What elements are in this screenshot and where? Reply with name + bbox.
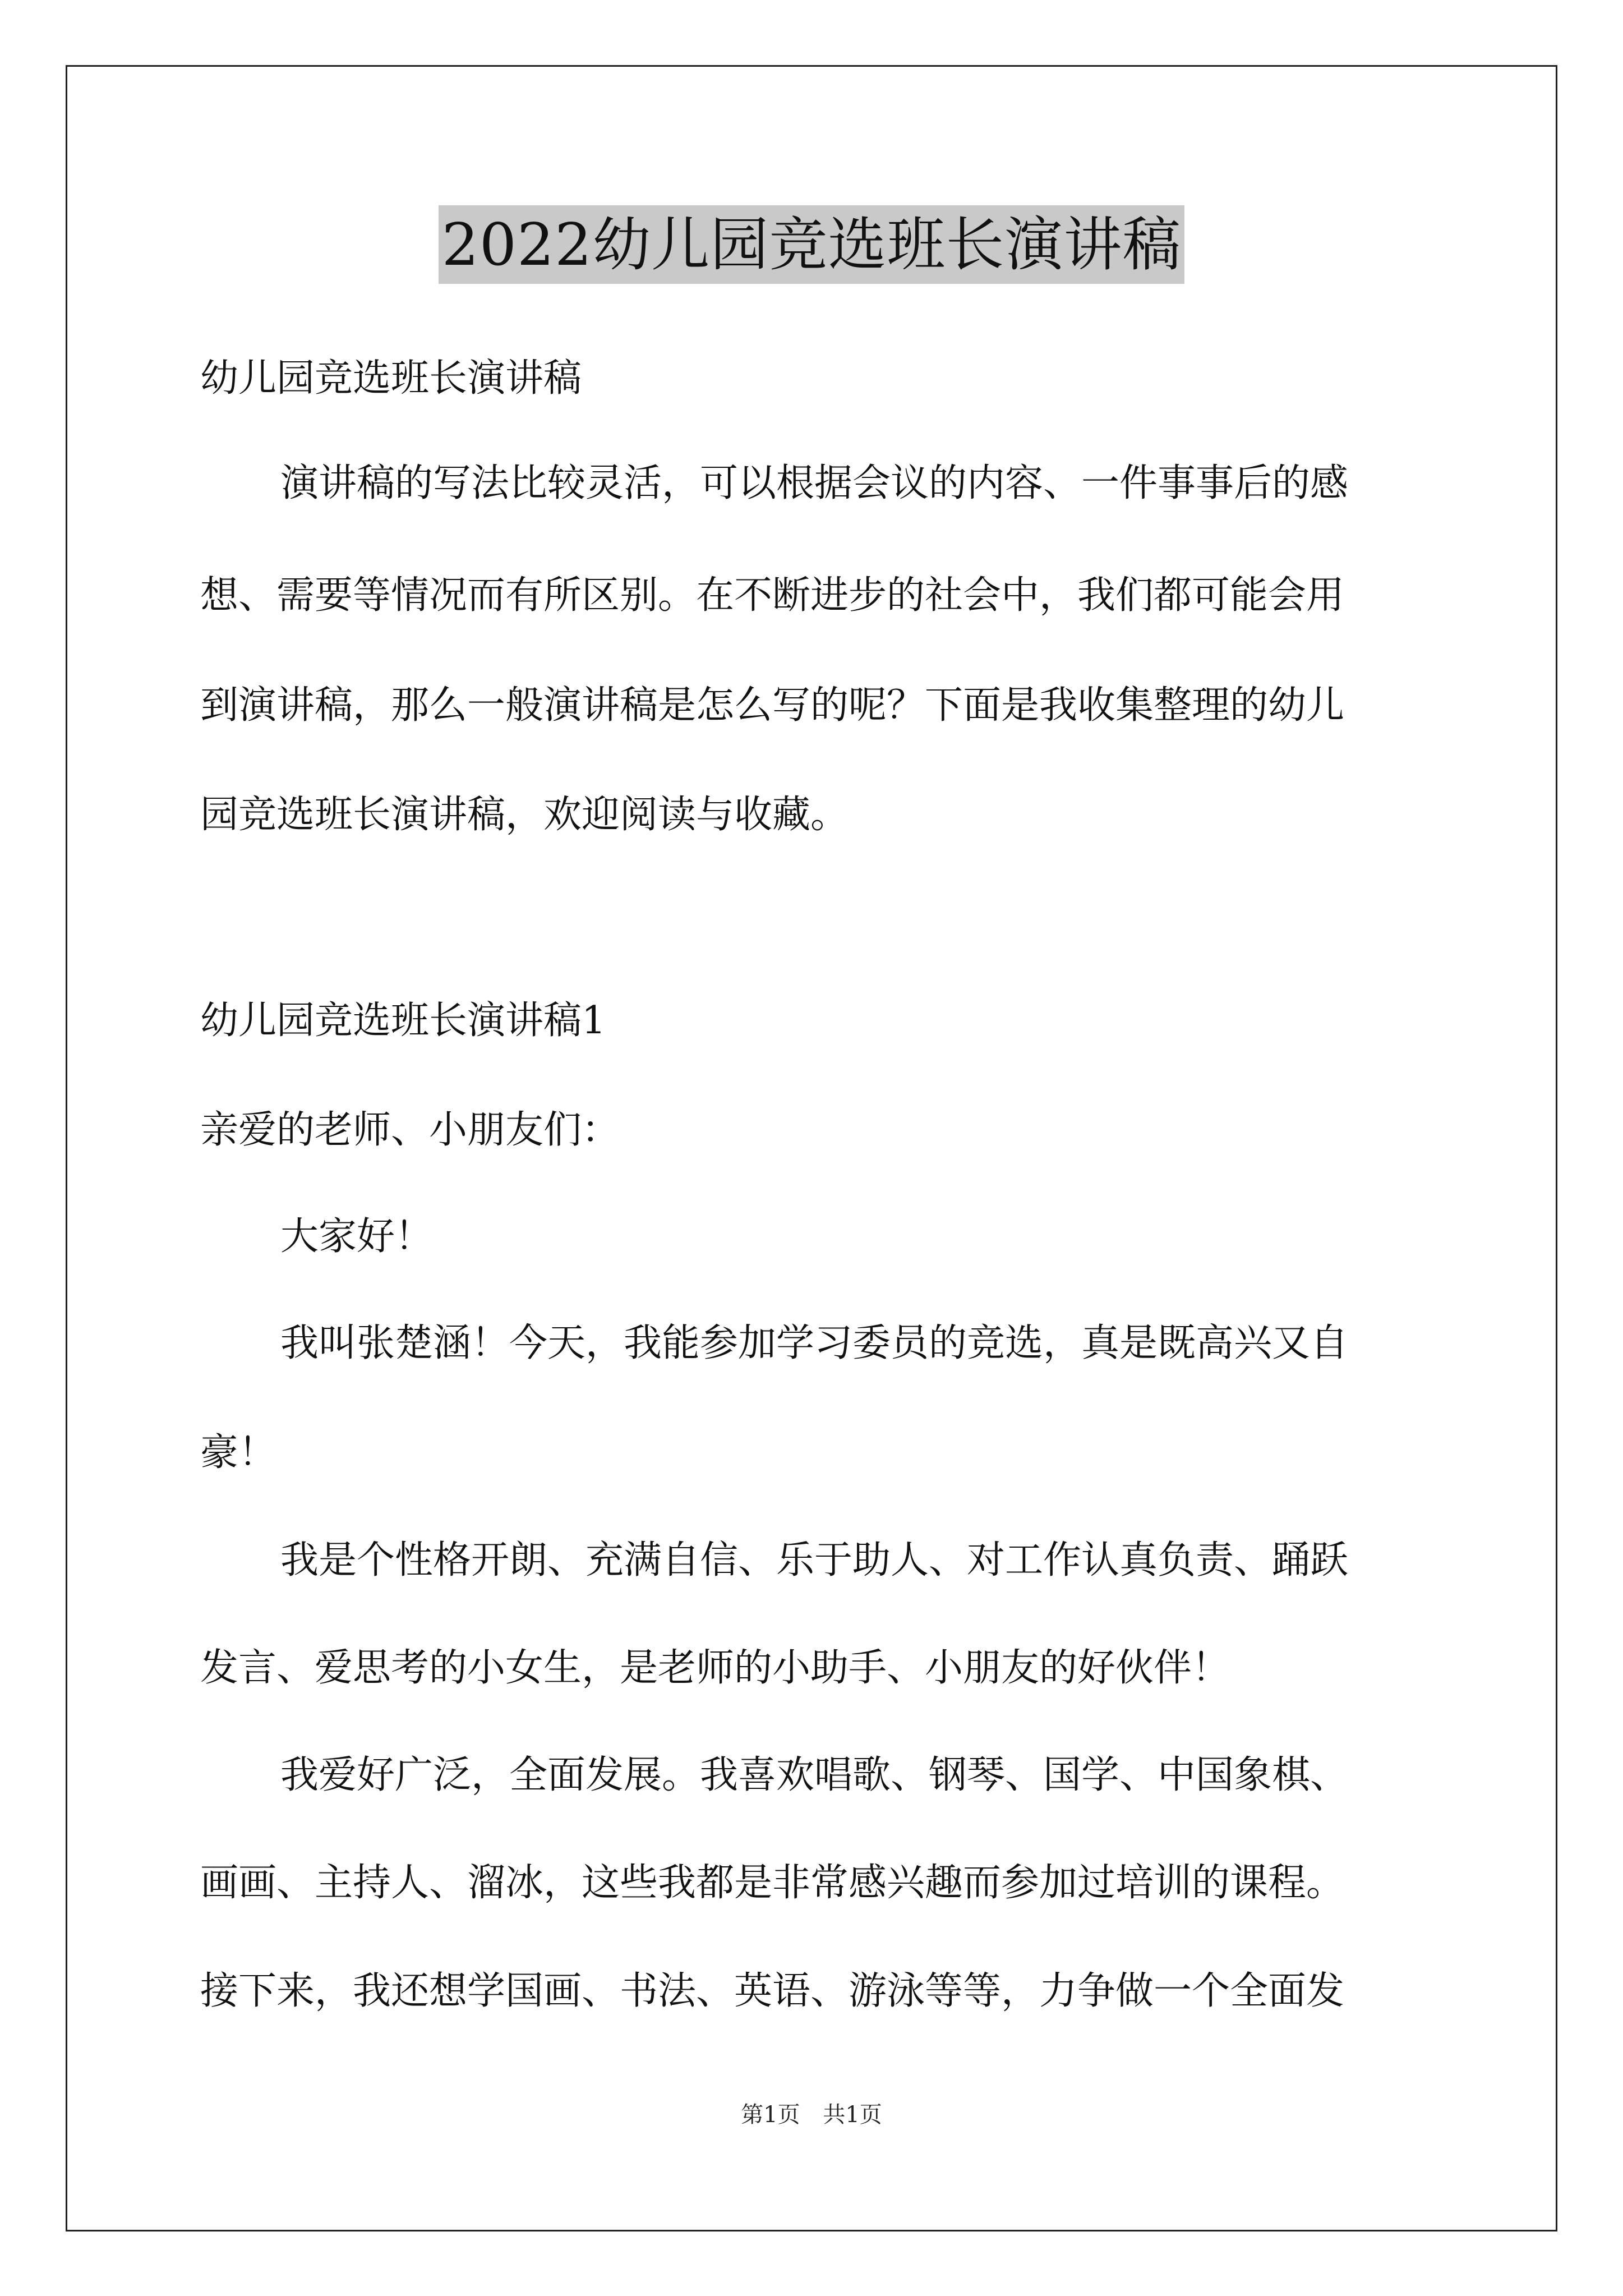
- title-container: [0, 205, 1623, 284]
- section-heading: 幼儿园竞选班长演讲稿1: [200, 999, 606, 1043]
- paragraph-line: 豪！: [200, 1430, 277, 1475]
- document-title: 2022幼儿园竞选班长演讲稿: [439, 205, 1185, 284]
- paragraph-line: 想、需要等情况而有所区别。在不断进步的社会中，我们都可能会用: [200, 573, 1345, 618]
- paragraph-line: 演讲稿的写法比较灵活，可以根据会议的内容、一件事事后的感: [280, 461, 1349, 505]
- page-number: 第1页: [741, 2102, 800, 2128]
- paragraph-line: 画画、主持人、溜冰，这些我都是非常感兴趣而参加过培训的课程。: [200, 1861, 1345, 1905]
- salutation: 亲爱的老师、小朋友们：: [200, 1108, 620, 1152]
- page-total: 共1页: [823, 2102, 882, 2128]
- paragraph-line: 到演讲稿，那么一般演讲稿是怎么写的呢？下面是我收集整理的幼儿: [200, 683, 1345, 728]
- paragraph-line: 大家好！: [280, 1214, 434, 1259]
- paragraph-line: 我叫张楚涵！今天，我能参加学习委员的竞选，真是既高兴又自: [280, 1321, 1349, 1365]
- paragraph-line: 接下来，我还想学国画、书法、英语、游泳等等，力争做一个全面发: [200, 1969, 1345, 2013]
- paragraph-line: 发言、爱思考的小女生，是老师的小助手、小朋友的好伙伴！: [200, 1646, 1230, 1690]
- paragraph-line: 我爱好广泛，全面发展。我喜欢唱歌、钢琴、国学、中国象棋、: [280, 1753, 1349, 1797]
- paragraph-line: 我是个性格开朗、充满自信、乐于助人、对工作认真负责、踊跃: [280, 1538, 1349, 1582]
- paragraph-line: 园竞选班长演讲稿，欢迎阅读与收藏。: [200, 793, 849, 837]
- section-heading: 幼儿园竞选班长演讲稿: [200, 356, 582, 401]
- page-footer: [0, 2101, 1623, 2129]
